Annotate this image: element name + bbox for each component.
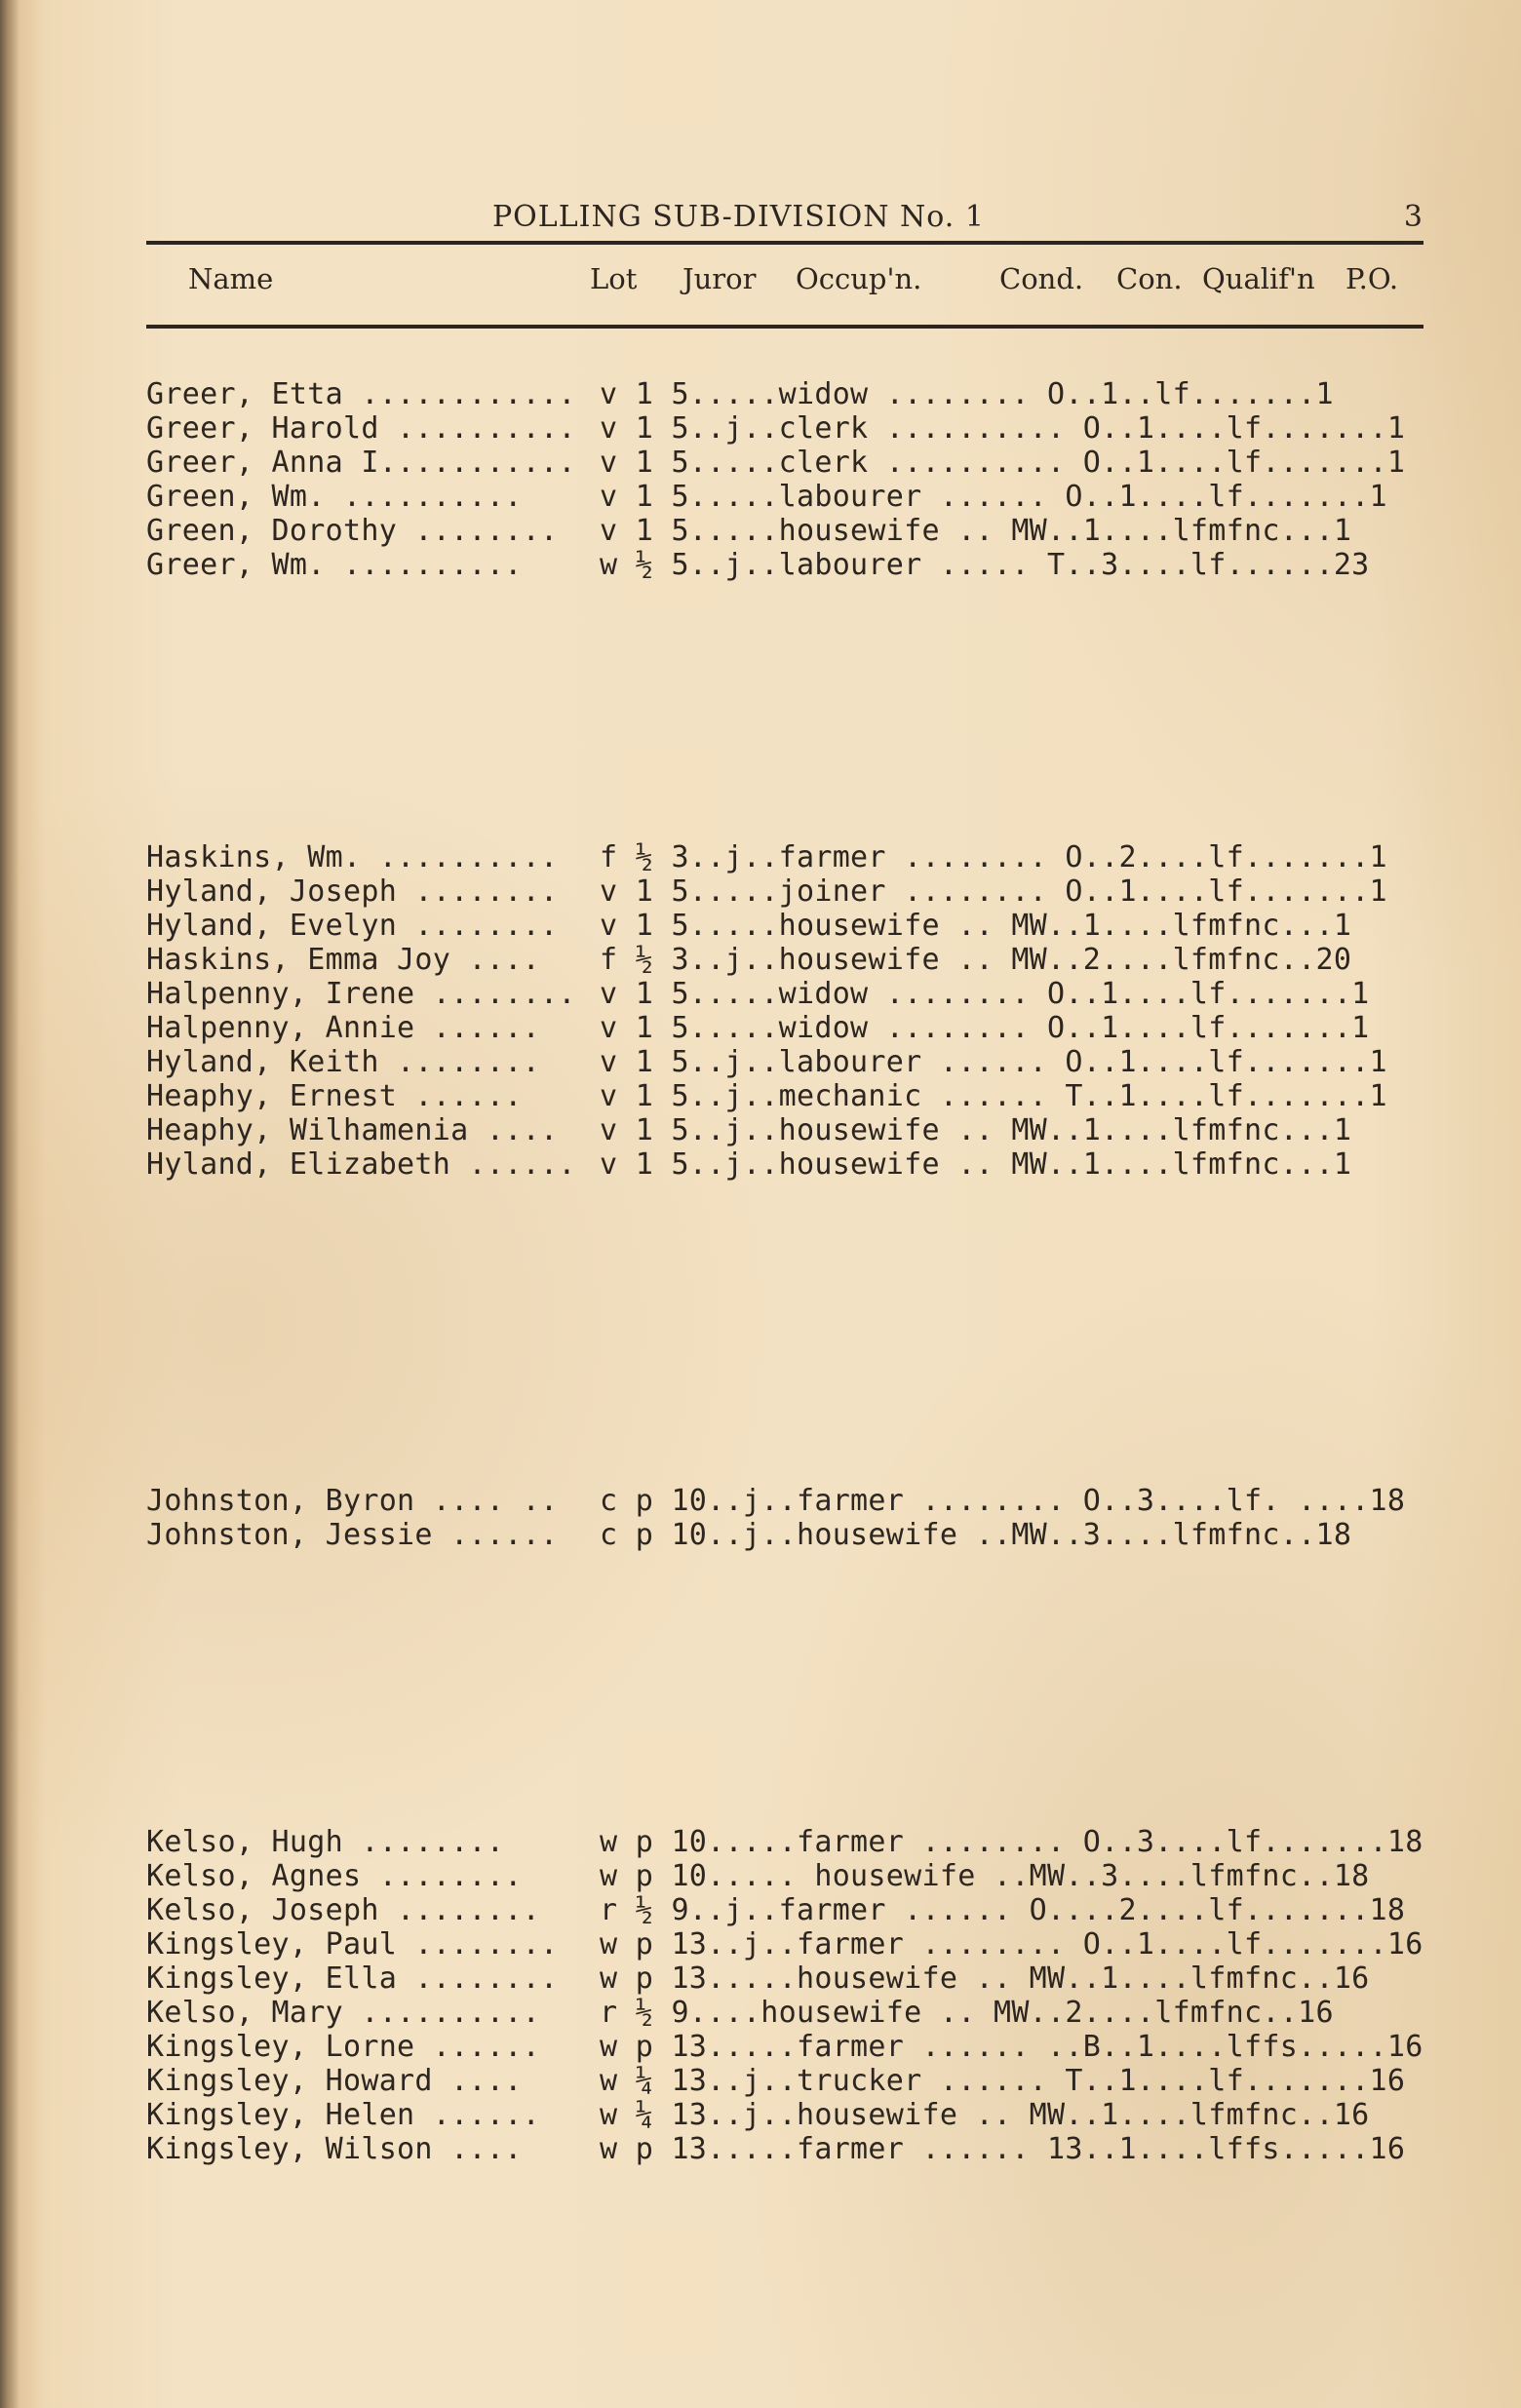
voter-row <box>146 1961 1424 1996</box>
voter-details: v 1 5..j..labourer ...... O..1....lf.......1 <box>600 1045 1387 1079</box>
col-lot: Lot <box>590 262 638 295</box>
voters-list-page <box>146 190 1424 2166</box>
voter-row <box>146 977 1424 1011</box>
col-qualif: Qualif'n <box>1202 262 1315 295</box>
voter-name: Haskins, Emma Joy .... <box>146 943 540 977</box>
voter-row <box>146 1011 1424 1045</box>
col-cond: Cond. <box>999 262 1084 295</box>
voter-row <box>146 480 1424 514</box>
col-occupation: Occup'n. <box>796 262 922 295</box>
voter-details: w p 13.....farmer ...... ..B..1....lffs.....16 <box>600 2030 1424 2064</box>
voter-row <box>146 446 1424 480</box>
voter-name: Greer, Wm. .......... <box>146 548 523 582</box>
voter-row <box>146 1996 1424 2030</box>
col-juror: Juror <box>682 262 757 295</box>
voter-name: Kingsley, Howard .... <box>146 2064 523 2098</box>
page-title: POLLING SUB-DIVISION No. 1 <box>492 200 985 234</box>
column-headers <box>146 245 1424 325</box>
voter-row <box>146 1113 1424 1147</box>
voter-row <box>146 1825 1424 1859</box>
voter-name: Kelso, Joseph ........ <box>146 1893 540 1927</box>
voter-row <box>146 943 1424 977</box>
voter-name: Hyland, Joseph ........ <box>146 874 559 909</box>
voter-row <box>146 2064 1424 2098</box>
voter-name: Green, Wm. .......... <box>146 480 523 514</box>
voter-row <box>146 2030 1424 2064</box>
voter-row <box>146 514 1424 548</box>
voter-row <box>146 411 1424 446</box>
voter-row <box>146 2098 1424 2132</box>
voter-name: Johnston, Byron .... .. <box>146 1484 559 1518</box>
voter-row <box>146 1484 1424 1518</box>
voter-name: Halpenny, Annie ...... <box>146 1011 540 1045</box>
voter-name: Kingsley, Helen ...... <box>146 2098 540 2132</box>
voter-row <box>146 840 1424 874</box>
voter-details: w ¼ 13..j..trucker ...... T..1....lf.......16 <box>600 2064 1406 2098</box>
voter-row <box>146 874 1424 909</box>
voter-details: v 1 5..j..clerk .......... O..1....lf.......1 <box>600 411 1406 446</box>
voter-name: Heaphy, Wilhamenia .... <box>146 1113 559 1147</box>
voter-row <box>146 2132 1424 2166</box>
section-k <box>146 1825 1424 2166</box>
voter-name: Kingsley, Lorne ...... <box>146 2030 540 2064</box>
voter-name: Kelso, Mary .......... <box>146 1996 540 2030</box>
page-number: 3 <box>1403 200 1424 234</box>
voter-details: w p 13..j..farmer ........ O..1....lf.......16 <box>600 1927 1424 1961</box>
voter-row <box>146 377 1424 411</box>
col-con: Con. <box>1116 262 1183 295</box>
voter-details: w p 10.....farmer ........ O..3....lf.......18 <box>600 1825 1424 1859</box>
voter-name: Kingsley, Paul ........ <box>146 1927 559 1961</box>
voter-details: r ½ 9..j..farmer ...... O....2....lf.......18 <box>600 1893 1406 1927</box>
voter-row <box>146 1045 1424 1079</box>
book-spine-edge <box>0 0 20 2408</box>
voter-row <box>146 909 1424 943</box>
voter-name: Haskins, Wm. .......... <box>146 840 559 874</box>
col-name: Name <box>188 262 274 295</box>
voter-details: w ½ 5..j..labourer ..... T..3....lf......23 <box>600 548 1370 582</box>
voter-name: Hyland, Elizabeth ...... <box>146 1147 576 1182</box>
col-po: P.O. <box>1346 262 1399 295</box>
voter-details: v 1 5..j..housewife .. MW..1....lfmfnc...1 <box>600 1113 1352 1147</box>
voter-details: v 1 5.....widow ........ O..1..lf.......1 <box>600 377 1334 411</box>
voter-name: Kingsley, Wilson .... <box>146 2132 523 2166</box>
voter-details: v 1 5.....widow ........ O..1....lf.......1 <box>600 977 1370 1011</box>
voter-details: v 1 5..j..housewife .. MW..1....lfmfnc...1 <box>600 1147 1352 1182</box>
voter-name: Greer, Etta ............ <box>146 377 576 411</box>
voter-details: v 1 5.....clerk .......... O..1....lf.......1 <box>600 446 1406 480</box>
voter-details: v 1 5.....housewife .. MW..1....lfmfnc...1 <box>600 909 1352 943</box>
voter-details: v 1 5.....joiner ........ O..1....lf.......1 <box>600 874 1387 909</box>
voter-details: c p 10..j..farmer ........ O..3....lf. ....18 <box>600 1484 1406 1518</box>
voter-details: v 1 5..j..mechanic ...... T..1....lf.......1 <box>600 1079 1387 1113</box>
section-h <box>146 840 1424 1182</box>
voter-name: Kingsley, Ella ........ <box>146 1961 559 1996</box>
voter-name: Hyland, Keith ........ <box>146 1045 540 1079</box>
voter-name: Green, Dorothy ........ <box>146 514 559 548</box>
voter-row <box>146 1147 1424 1182</box>
voter-details: f ½ 3..j..farmer ........ O..2....lf.......1 <box>600 840 1387 874</box>
section-j <box>146 1484 1424 1552</box>
voter-name: Kelso, Hugh ........ <box>146 1825 505 1859</box>
voter-details: f ½ 3..j..housewife .. MW..2....lfmfnc..20 <box>600 943 1352 977</box>
voter-details: v 1 5.....widow ........ O..1....lf.......1 <box>600 1011 1370 1045</box>
section-g <box>146 377 1424 582</box>
voter-row <box>146 1859 1424 1893</box>
voter-details: w p 13.....farmer ...... 13..1....lffs.....16 <box>600 2132 1406 2166</box>
voter-row <box>146 1927 1424 1961</box>
voter-row <box>146 548 1424 582</box>
voter-name: Halpenny, Irene ........ <box>146 977 576 1011</box>
voter-row <box>146 1079 1424 1113</box>
voter-row <box>146 1518 1424 1552</box>
voter-row <box>146 1893 1424 1927</box>
voter-details: v 1 5.....labourer ...... O..1....lf.......1 <box>600 480 1387 514</box>
voter-name: Greer, Harold .......... <box>146 411 576 446</box>
voter-name: Hyland, Evelyn ........ <box>146 909 559 943</box>
voter-details: w p 13.....housewife .. MW..1....lfmfnc..16 <box>600 1961 1370 1996</box>
voter-details: w p 10..... housewife ..MW..3....lfmfnc..18 <box>600 1859 1370 1893</box>
voter-details: v 1 5.....housewife .. MW..1....lfmfnc...1 <box>600 514 1352 548</box>
page-header <box>146 190 1424 239</box>
voter-name: Heaphy, Ernest ...... <box>146 1079 523 1113</box>
voter-details: w ¼ 13..j..housewife .. MW..1....lfmfnc..16 <box>600 2098 1370 2132</box>
column-header-rule <box>146 325 1424 329</box>
voter-details: r ½ 9....housewife .. MW..2....lfmfnc..16 <box>600 1996 1334 2030</box>
voter-name: Kelso, Agnes ........ <box>146 1859 523 1893</box>
voter-name: Greer, Anna I........... <box>146 446 576 480</box>
voter-details: c p 10..j..housewife ..MW..3....lfmfnc..18 <box>600 1518 1352 1552</box>
voter-name: Johnston, Jessie ...... <box>146 1518 559 1552</box>
